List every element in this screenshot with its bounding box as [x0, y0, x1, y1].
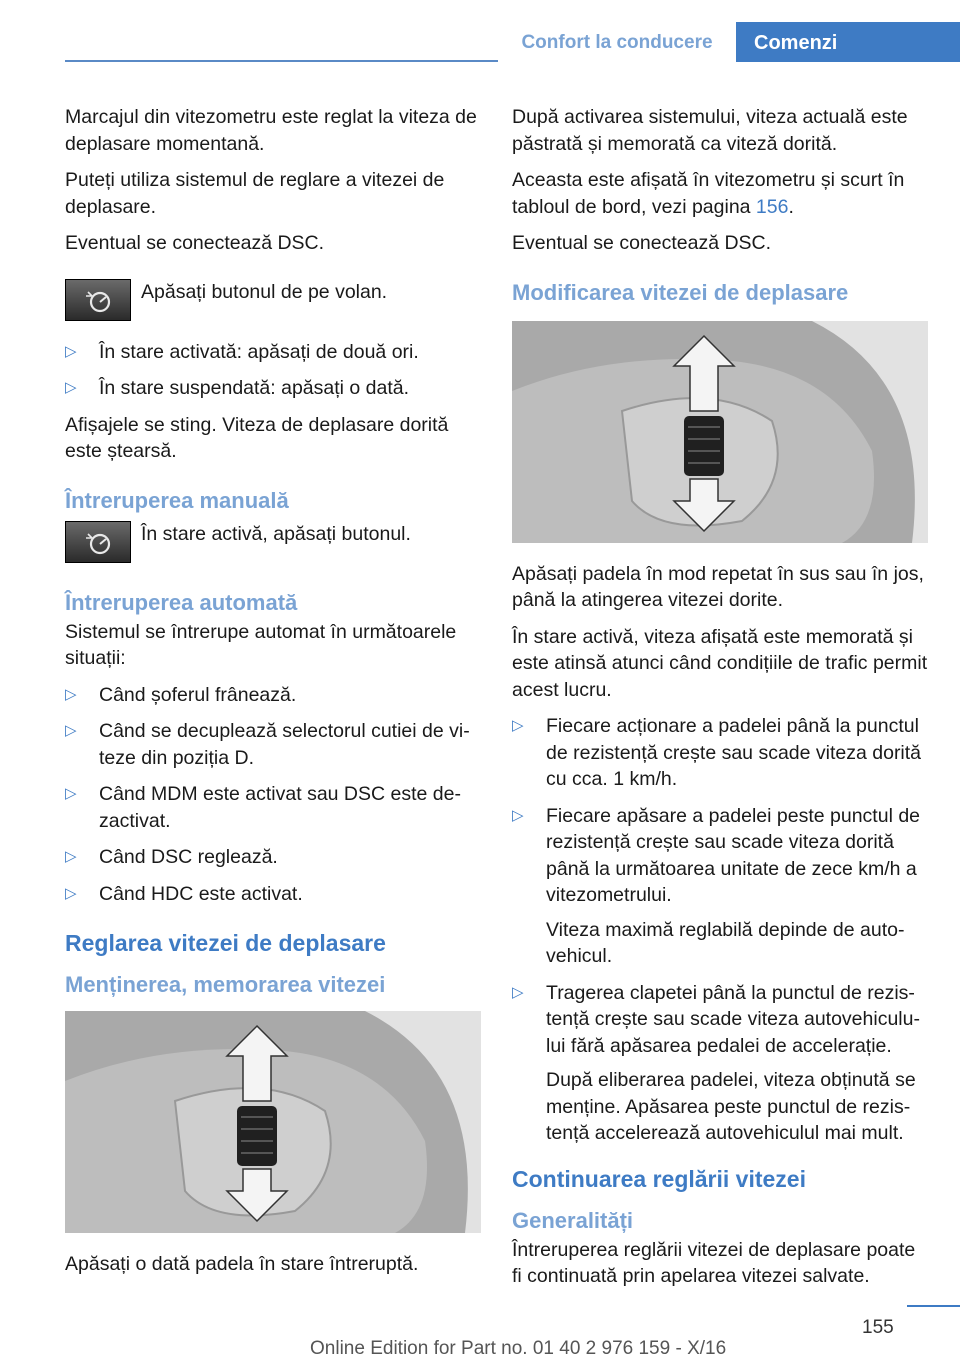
button-instruction: În stare activă, apăsați butonul. [141, 522, 411, 545]
button-instruction: Apăsați butonul de pe volan. [141, 280, 388, 303]
page-header [0, 0, 960, 62]
triangle-bullet-icon: ▷ [512, 983, 524, 1001]
heading-manual: Întreruperea manuală [65, 487, 289, 513]
page-number: 155 [862, 1317, 894, 1338]
list-item: ▷ Când DSC reglează. [65, 844, 481, 871]
paragraph: Întreruperea reglării vitezei de deplasare poate fi continuată prin apelarea vitezei salvate. [512, 1238, 916, 1287]
paragraph: Eventual se conectează DSC. [65, 232, 325, 254]
list-note: După eliberarea padelei, viteza obținută se menține. Apăsarea peste punctul de rezistență accelerează autovehiculul mai mult. [546, 1069, 916, 1144]
list-item: ▷ În stare suspendată: apăsați o dată. [65, 375, 481, 402]
heading-mentinere: Menținerea, memorarea vitezei [65, 972, 386, 997]
photo-caption: Apăsați o dată padela în stare întreruptă. [65, 1253, 419, 1275]
triangle-bullet-icon: ▷ [65, 785, 77, 802]
oprire-button-row [65, 279, 481, 321]
triangle-bullet-icon: ▷ [65, 848, 77, 865]
triangle-bullet-icon: ▷ [65, 722, 77, 739]
edition-line: Online Edition for Part no. 01 40 2 976 159 - X/16 [310, 1338, 727, 1359]
paragraph: Marcajul din vitezometru este reglat la viteza de deplasare momentană. [65, 106, 477, 155]
chapter-tab[interactable]: Comenzi [736, 22, 960, 62]
triangle-bullet-icon: ▷ [65, 342, 77, 360]
heading-reglare: Reglarea vitezei de deplasare [65, 930, 386, 956]
modificare-list [512, 713, 928, 1147]
list-item: ▷ Când șoferul frânează. [65, 682, 481, 709]
list-item: ▷ În stare activată: apăsați de două ori. [65, 339, 481, 366]
list-note: Viteza maximă reglabilă depinde de autovehicul. [546, 918, 905, 967]
triangle-bullet-icon: ▷ [65, 685, 77, 703]
paragraph: Afișajele se sting. Viteza de deplasare dorită este ștearsă. [65, 413, 449, 462]
list-item: ▷ Fiecare acționare a padelei până la punctul de rezistență crește sau scade viteza dorită cu cca. 1 km/h. [512, 715, 922, 790]
oprire-list [65, 339, 481, 402]
heading-automat: Întreruperea automată [65, 589, 298, 615]
right-column [512, 104, 928, 1300]
cruise-control-button-icon [65, 279, 131, 321]
triangle-bullet-icon: ▷ [512, 806, 524, 824]
cruise-control-button-icon [65, 521, 131, 563]
left-column [65, 104, 481, 1288]
triangle-bullet-icon: ▷ [512, 717, 524, 734]
heading-continuare: Continuarea reglării vitezei [512, 1165, 806, 1192]
footer-rule [907, 1305, 960, 1307]
list-item: ▷ Fiecare apăsare a padelei peste punctul de rezistență crește sau scade viteza dorită până la următoarea unitate de zece km/h a vitezometrului. Viteza maximă reglabilă depinde de autovehicul. [512, 803, 928, 970]
triangle-bullet-icon: ▷ [65, 884, 77, 902]
page-link[interactable]: 156 [755, 195, 789, 218]
list-item: ▷ Când HDC este activat. [65, 881, 481, 908]
paragraph: Apăsați padela în mod repetat în sus sau în jos, până la atingerea vitezei dorite. [512, 562, 924, 611]
paragraph: Eventual se conectează DSC. [512, 232, 772, 254]
section-tab[interactable]: Confort la conducere [498, 28, 736, 62]
manual-button-row [65, 521, 481, 563]
steering-wheel-paddle-photo [65, 1011, 481, 1233]
list-item: ▷ Tragerea clapetei până la punctul de rezistență crește sau scade viteza autovehiculului fără apăsarea pedalei de accelerație. După eliberarea padelei, viteza obținută se menține. Apăsarea peste punctul de rezistență accelerează autovehiculul mai mult. [512, 980, 928, 1147]
automat-list [65, 682, 481, 908]
list-item: ▷ Când se decuplează selectorul cutiei de viteze din poziția D. [65, 720, 470, 769]
steering-wheel-paddle-photo [512, 321, 928, 543]
list-item: ▷ Când MDM este activat sau DSC este dezactivat. [65, 783, 461, 832]
heading-modificare: Modificarea vitezei de deplasare [512, 279, 849, 305]
paragraph: După activarea sistemului, viteza actuală este păstrată și memorată ca viteză dorită. [512, 106, 908, 155]
heading-generalitati: Generalități [512, 1207, 634, 1233]
paragraph: Puteți utiliza sistemul de reglare a vitezei de deplasare. [65, 169, 445, 218]
triangle-bullet-icon: ▷ [65, 379, 77, 396]
paragraph: Aceasta este afișată în vitezometru și scurt în tabloul de bord, vezi pagina 156. [512, 169, 905, 218]
paragraph: În stare activă, viteza afișată este memorată și este atinsă atunci când condițiile de trafic permit acest lucru. [512, 625, 928, 701]
paragraph: Sistemul se întrerupe automat în următoarele situații: [65, 620, 457, 669]
